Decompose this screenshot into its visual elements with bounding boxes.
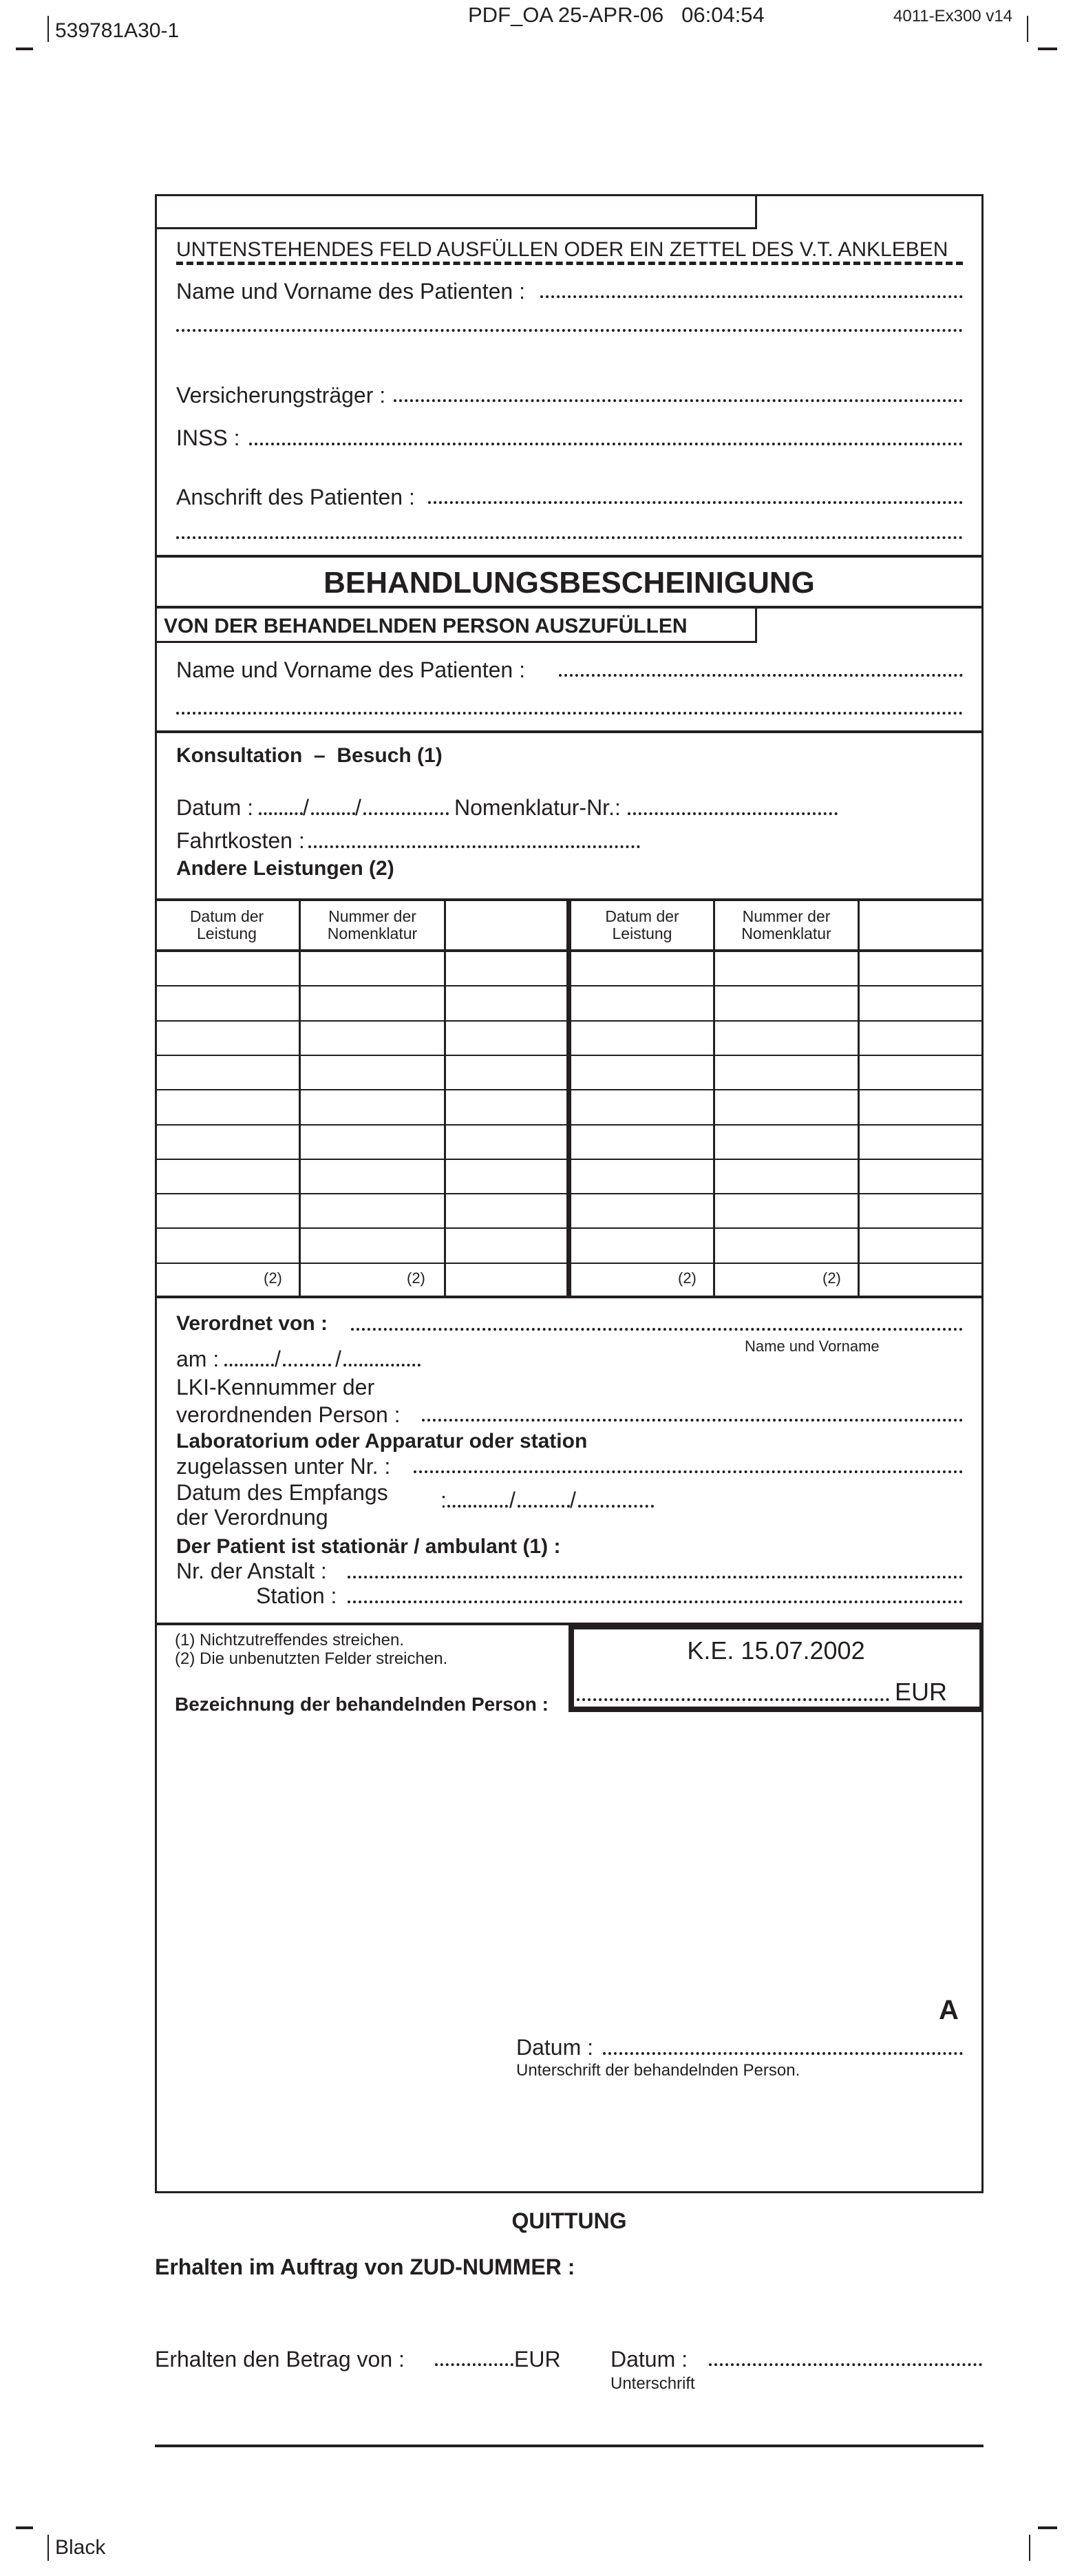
patient-name-field[interactable] [540,295,963,298]
signature-date-label: Datum : [516,2035,594,2060]
patient-status: Der Patient ist stationär / ambulant (1) : [176,1535,561,1558]
ordered-by-label: Verordnet von : [176,1312,328,1335]
date-separator: / [355,795,361,820]
divider [155,555,984,558]
other-services-heading: Andere Leistungen (2) [176,857,394,880]
practitioner-tab-label: VON DER BEHANDELNDEN PERSON AUSZUFÜLLEN [164,615,688,637]
crop-mark-top-right-vertical [1027,16,1028,42]
consultation-date-year[interactable] [363,812,449,815]
receipt-date-label: Datum : [610,2347,688,2372]
crop-mark-bottom-right-vertical [1029,2535,1030,2561]
designation-label: Bezeichnung der behandelnden Person : [175,1693,549,1715]
inss-label: INSS : [176,425,240,450]
instruction-dashed-underline [176,262,963,265]
lki-label-line1: LKI-Kennummer der [176,1375,375,1400]
date-separator: / [570,1488,576,1512]
ward-label: Station : [256,1583,337,1608]
table-row[interactable] [155,951,984,985]
receipt-amount-label: Erhalten den Betrag von : [155,2347,405,2372]
ordered-on-day[interactable] [224,1364,274,1366]
received-on-behalf-label: Erhalten im Auftrag von ZUD-NUMMER : [155,2255,575,2279]
amount-currency: EUR [895,1678,948,1706]
table-row[interactable] [155,1193,984,1227]
institution-field[interactable] [348,1576,963,1579]
table-footnote-marker: (2) [264,1269,282,1287]
header-line: Nummer der [742,907,831,925]
receipt-title: QUITTUNG [511,2208,627,2233]
ordered-on-label: am : [176,1347,220,1371]
table-row[interactable] [155,1055,984,1089]
insurer-sticker-tab [155,194,757,229]
footnote-1: (1) Nichtzutreffendes streichen. [175,1631,405,1649]
date-separator: / [509,1488,516,1512]
ordered-by-field[interactable] [351,1328,963,1331]
crop-mark-bottom-right-horizontal [1038,2526,1057,2529]
patient-name-field-line2[interactable] [176,329,963,332]
print-stamp: PDF_OA 25-APR-06 06:04:54 [468,3,765,27]
table-row[interactable] [155,985,984,1020]
practitioner-patient-name-field-line2[interactable] [176,712,963,715]
receipt-date-day[interactable] [447,1505,508,1508]
consultation-date-day[interactable] [259,812,303,815]
table-header-nomenclature [301,908,444,943]
header-line: Leistung [197,925,257,943]
travel-costs-field[interactable] [308,845,640,848]
divider [155,730,984,733]
table-footnote-marker: (2) [822,1269,841,1287]
crop-mark-bottom-left-vertical [47,2535,49,2561]
sticker-instruction: UNTENSTEHENDES FELD AUSFÜLLEN ODER EIN ZETTEL DES V.T. ANKLEBEN [176,238,948,261]
receipt-date-month[interactable] [518,1505,570,1508]
nomenclature-label: Nomenklatur-Nr.: [454,795,621,820]
date-separator: / [275,1347,281,1371]
table-header-nomenclature [715,908,858,943]
consultation-heading: Konsultation – Besuch (1) [176,744,443,767]
lki-label-line2: verordnenden Person : [176,1402,401,1427]
receipt-signature-caption: Unterschrift [610,2374,695,2393]
table-row[interactable] [155,1227,984,1262]
table-header-date [571,908,713,943]
header-line: Nummer der [328,907,416,925]
nomenclature-field[interactable] [628,812,838,815]
crop-mark-top-right-horizontal [1038,47,1057,50]
job-id: 539781A30-1 [55,19,180,42]
header-line: Nomenklatur [327,925,418,943]
table-footnote-marker: (2) [407,1269,425,1287]
copy-letter: A [939,1995,959,2025]
table-row[interactable] [155,1159,984,1193]
insurer-label: Versicherungsträger : [176,383,386,408]
table-footnote-marker: (2) [678,1269,697,1287]
name-hint: Name und Vorname [745,1338,880,1355]
table-row[interactable] [155,1124,984,1159]
receipt-date-label-line1: Datum des Empfangs [176,1480,388,1505]
address-label: Anschrift des Patienten : [176,485,415,509]
ke-value: K.E. 15.07.2002 [687,1636,865,1665]
crop-mark-top-left-vertical [47,16,49,42]
header-line: Leistung [612,925,672,943]
patient-name-label: Name und Vorname des Patienten : [176,279,525,304]
signature-caption: Unterschrift der behandelnden Person. [516,2061,800,2080]
date-separator: / [335,1347,341,1371]
footnote-2: (2) Die unbenutzten Felder streichen. [175,1649,448,1668]
consultation-date-month[interactable] [311,812,355,815]
services-table [155,898,984,1298]
receipt-date-colon: : [440,1488,447,1512]
receipt-amount-field[interactable] [435,2363,513,2366]
table-row[interactable] [155,1020,984,1055]
header-line: Datum der [189,907,264,925]
color-separation-label: Black [55,2536,106,2559]
table-header-date [155,908,299,943]
receipt-bottom-rule [155,2445,984,2447]
ordered-on-year[interactable] [343,1364,421,1366]
inss-field[interactable] [249,443,963,445]
signature-date-field[interactable] [603,2052,963,2055]
form-title: BEHANDLUNGSBESCHEINIGUNG [323,566,815,600]
practitioner-patient-name-field[interactable] [559,674,963,677]
crop-mark-top-left-horizontal [16,47,33,50]
receipt-date-field[interactable] [709,2363,982,2366]
lki-field[interactable] [422,1419,963,1422]
ward-field[interactable] [348,1601,963,1603]
approved-under-label: zugelassen unter Nr. : [176,1454,391,1479]
travel-costs-label: Fahrtkosten : [176,828,305,853]
approved-under-field[interactable] [414,1470,963,1473]
insurer-field[interactable] [394,399,963,402]
version-label: 4011-Ex300 v14 [893,7,1013,25]
address-field[interactable] [428,501,963,504]
consultation-date-label: Datum : [176,795,254,820]
ordered-on-month[interactable] [283,1364,331,1366]
institution-label: Nr. der Anstalt : [176,1559,327,1583]
amount-field[interactable] [577,1698,889,1701]
address-field-line2[interactable] [176,536,963,539]
receipt-date-year[interactable] [578,1505,654,1508]
table-row[interactable] [155,1089,984,1123]
crop-mark-bottom-left-horizontal [16,2526,33,2529]
header-line: Nomenklatur [741,925,831,943]
date-separator: / [303,795,309,820]
lab-heading: Laboratorium oder Apparatur oder station [176,1430,588,1453]
header-line: Datum der [605,907,679,925]
receipt-date-label-line2: der Verordnung [176,1505,328,1530]
receipt-amount-currency: EUR [514,2347,561,2372]
practitioner-patient-name-label: Name und Vorname des Patienten : [176,657,525,682]
